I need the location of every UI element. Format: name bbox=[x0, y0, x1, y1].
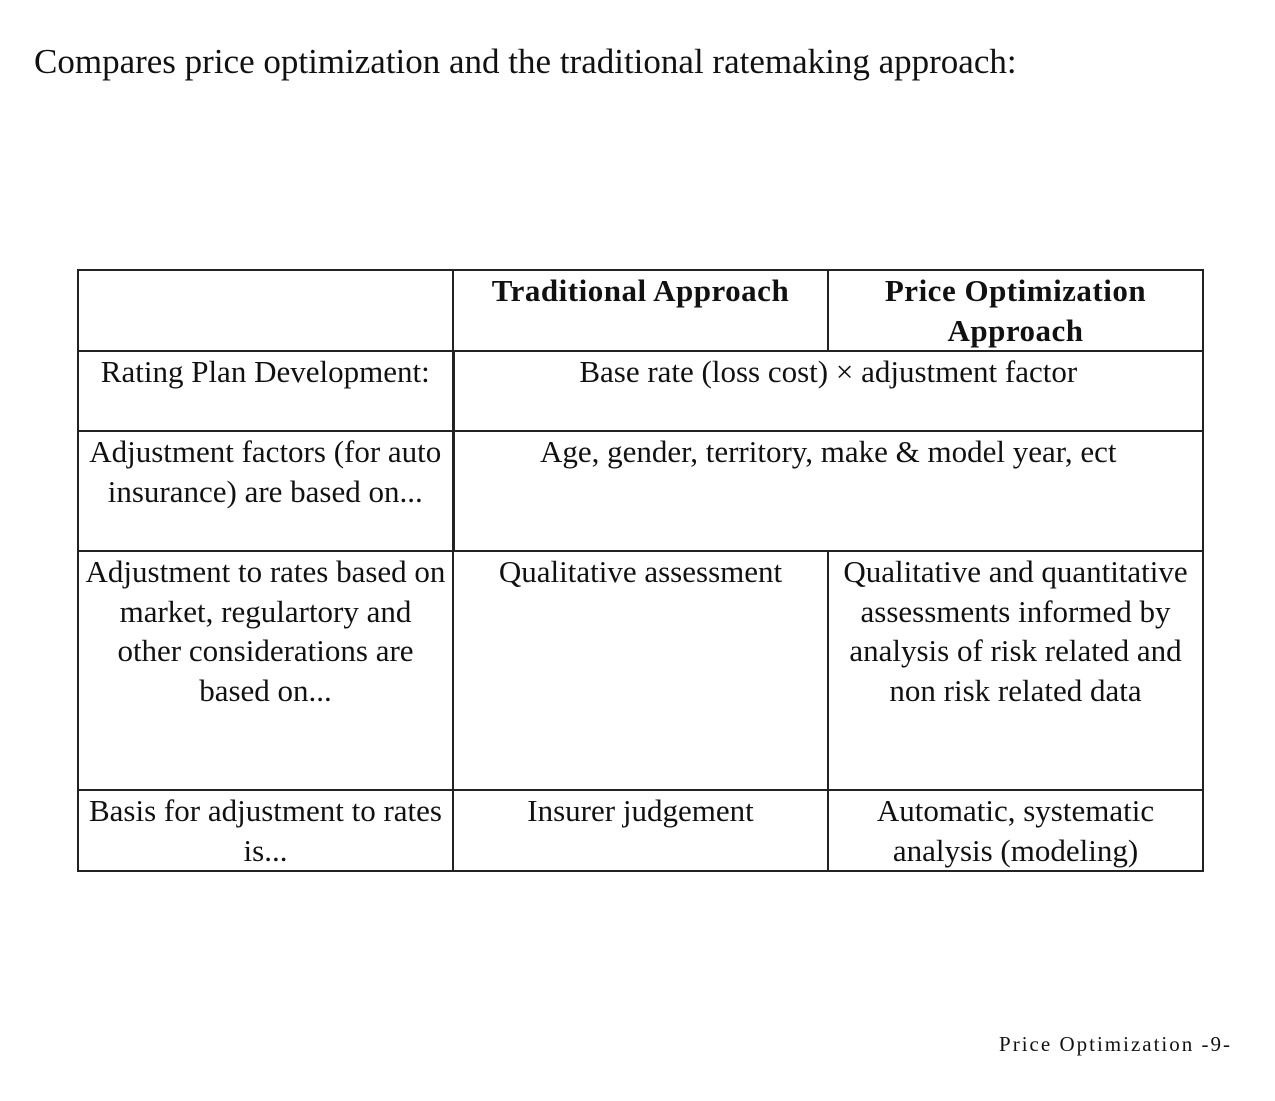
header-traditional: Traditional Approach bbox=[453, 270, 828, 351]
row-label-adjustment-to-rates: Adjustment to rates based on market, regulartory and other considerations are based on... bbox=[78, 551, 453, 790]
cell-rating-plan-merged: Base rate (loss cost) × adjustment factor bbox=[453, 351, 1203, 431]
table-row bbox=[78, 351, 1203, 431]
page-footer: Price Optimization -9- bbox=[999, 1032, 1232, 1056]
intro-text: Compares price optimization and the traditional ratemaking approach: bbox=[34, 42, 1017, 81]
row-label-basis: Basis for adjustment to rates is... bbox=[78, 790, 453, 871]
cell-adjustment-optimization: Qualitative and quantitative assessments informed by analysis of risk related and non risk related data bbox=[828, 551, 1203, 790]
table-header-row bbox=[78, 270, 1203, 351]
comparison-table bbox=[77, 269, 1204, 872]
table-row bbox=[78, 431, 1203, 551]
cell-basis-traditional: Insurer judgement bbox=[453, 790, 828, 871]
cell-adjustment-factors-merged: Age, gender, territory, make & model year, ect bbox=[453, 431, 1203, 551]
row-label-rating-plan: Rating Plan Development: bbox=[78, 351, 453, 431]
cell-adjustment-traditional: Qualitative assessment bbox=[453, 551, 828, 790]
table-row bbox=[78, 790, 1203, 871]
header-empty bbox=[78, 270, 453, 351]
header-price-optimization: Price Optimization Approach bbox=[828, 270, 1203, 351]
row-label-adjustment-factors: Adjustment factors (for auto insurance) are based on... bbox=[78, 431, 453, 551]
table-row bbox=[78, 551, 1203, 790]
cell-basis-optimization: Automatic, systematic analysis (modeling) bbox=[828, 790, 1203, 871]
